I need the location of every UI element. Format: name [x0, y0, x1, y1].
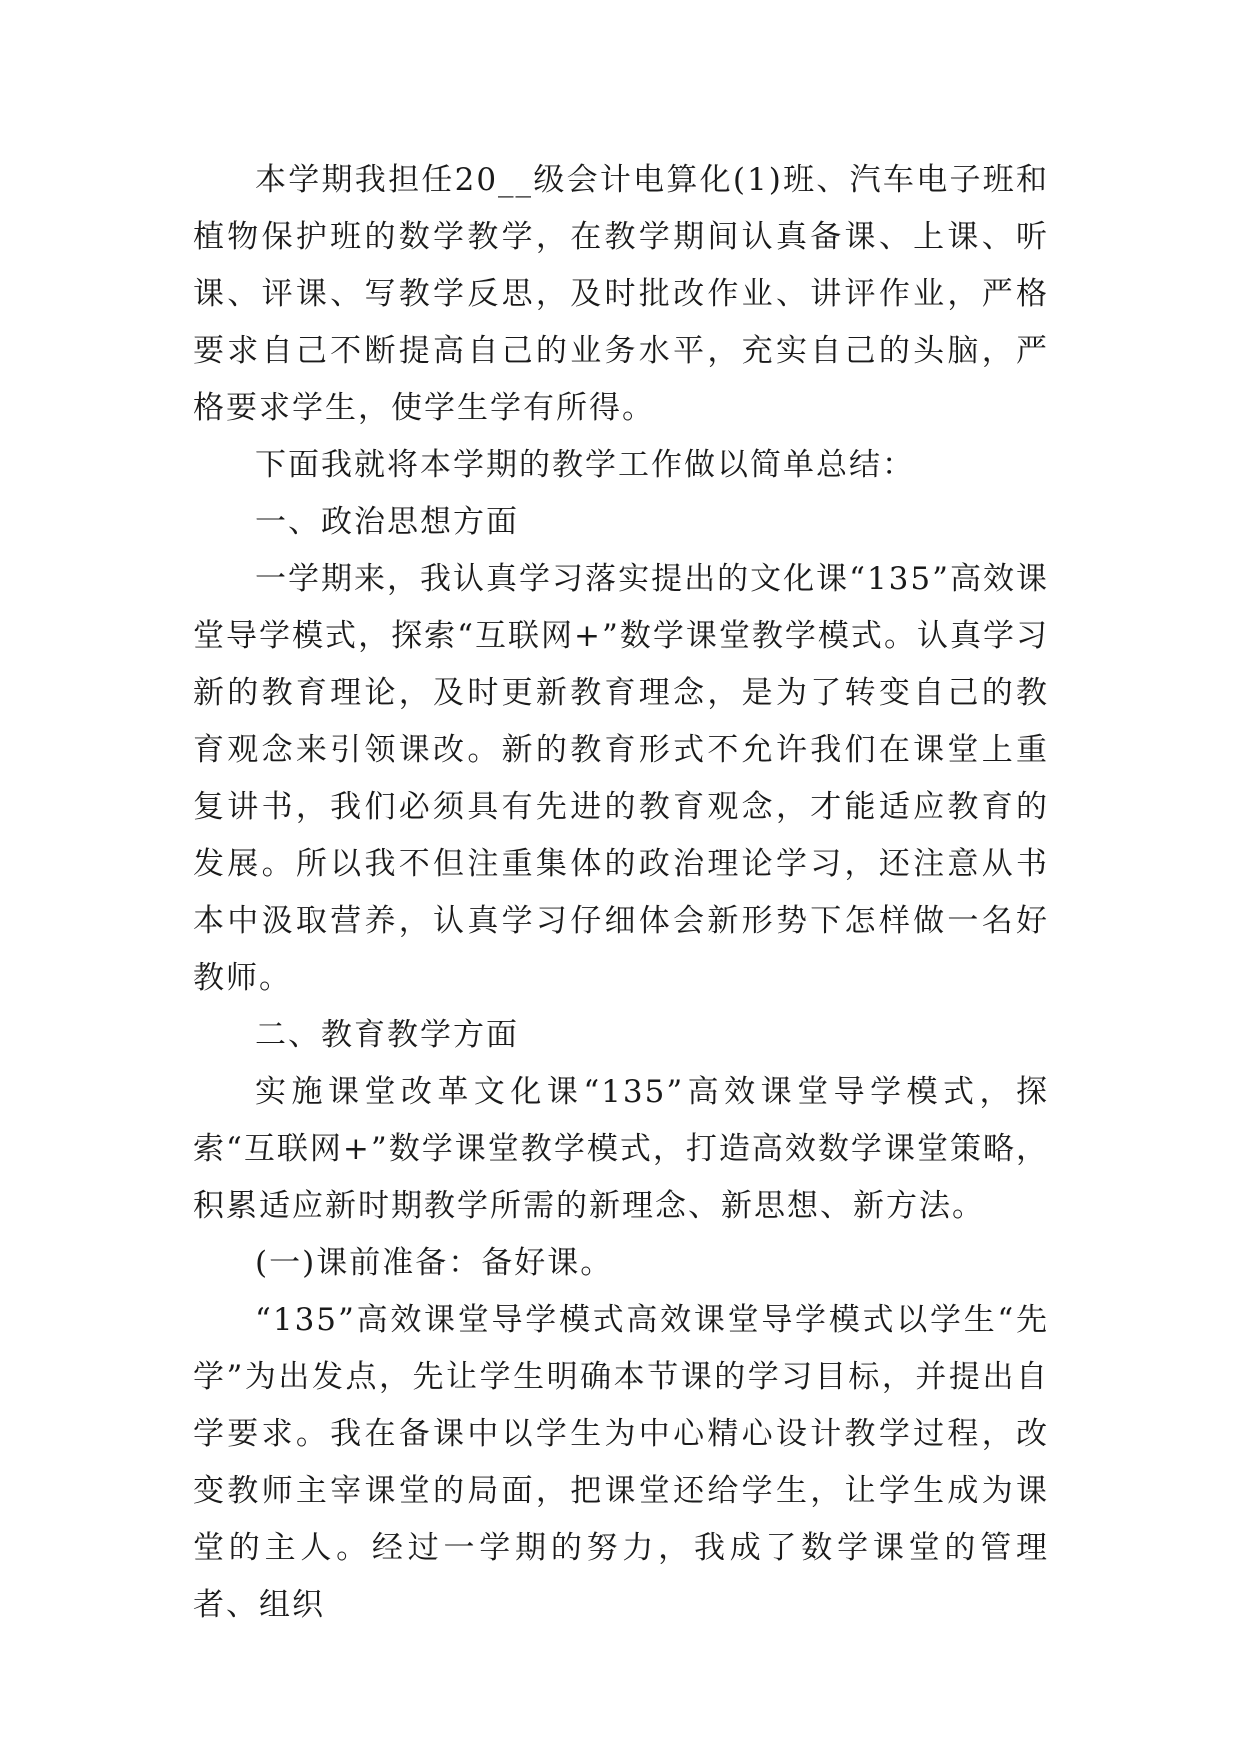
section-heading-political: 一、政治思想方面 — [255, 504, 519, 540]
paragraph-intro: 本学期我担任20__级会计电算化(1)班、汽车电子班和植物保护班的数学教学，在教学期间认真备课、上课、听课、评课、写教学反思，及时批改作业、讲评作业，严格要求自己不断提高自己的业务水平，充实自己的头脑，严格要求学生，使学生学有所得。 — [193, 162, 1049, 426]
paragraph-preparation: “135”高效课堂导学模式高效课堂导学模式以学生“先学”为出发点，先让学生明确本节课的学习目标，并提出自学要求。我在备课中以学生为中心精心设计教学过程，改变教师主宰课堂的局面，把课堂还给学生，让学生成为课堂的主人。经过一学期的努力，我成了数学课堂的管理者、组织 — [193, 1302, 1049, 1623]
subsection-heading-preparation: (一)课前准备：备好课。 — [255, 1245, 614, 1281]
paragraph-summary-lead: 下面我就将本学期的教学工作做以简单总结： — [255, 447, 915, 483]
document-body — [193, 152, 1049, 1634]
paragraph-political: 一学期来，我认真学习落实提出的文化课“135”高效课堂导学模式，探索“互联网+”数学课堂教学模式。认真学习新的教育理论，及时更新教育理念，是为了转变自己的教育观念来引领课改。新的教育形式不允许我们在课堂上重复讲书，我们必须具有先进的教育观念，才能适应教育的发展。所以我不但注重集体的政治理论学习，还注意从书本中汲取营养，认真学习仔细体会新形势下怎样做一名好教师。 — [193, 561, 1049, 996]
paragraph-teaching: 实施课堂改革文化课“135”高效课堂导学模式，探索“互联网+”数学课堂教学模式，打造高效数学课堂策略，积累适应新时期教学所需的新理念、新思想、新方法。 — [193, 1074, 1049, 1224]
section-heading-teaching: 二、教育教学方面 — [255, 1017, 519, 1053]
